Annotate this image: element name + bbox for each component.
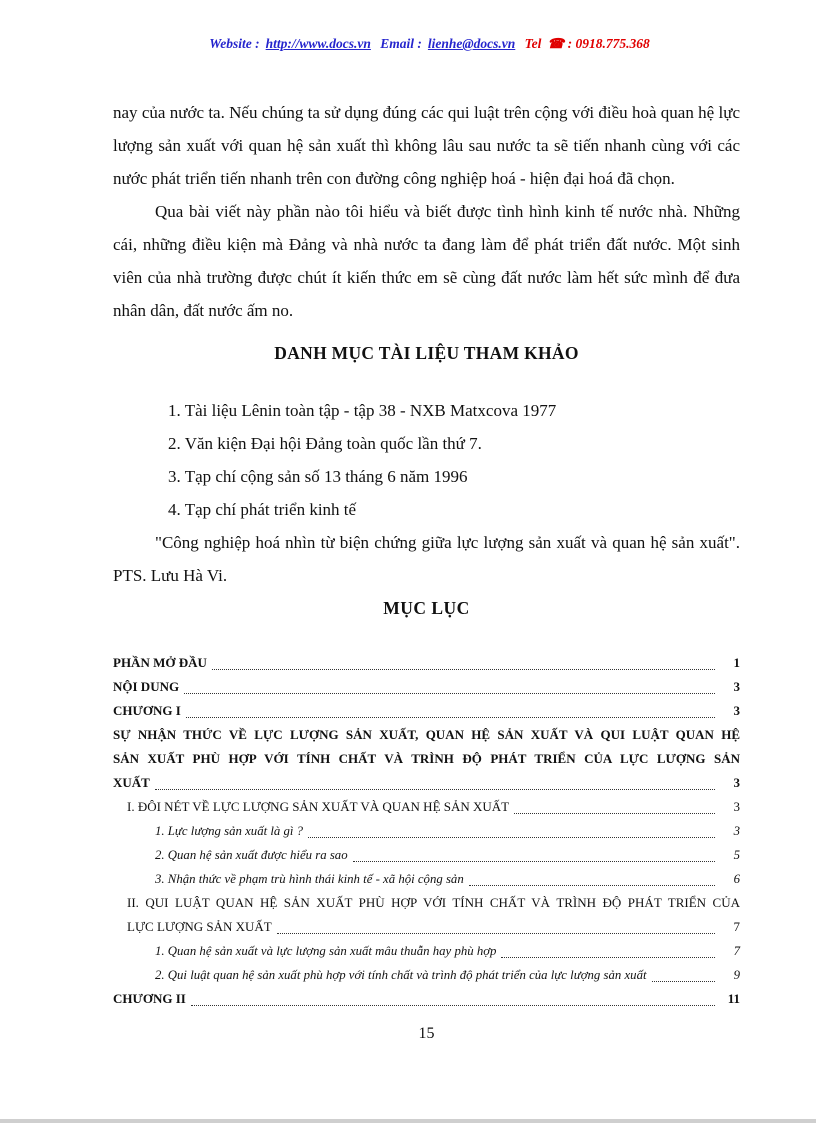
toc-dots [308, 837, 715, 838]
toc-entry [113, 867, 740, 891]
website-link[interactable]: http://www.docs.vn [265, 36, 371, 51]
tel-label: Tel [524, 36, 542, 51]
toc-label: XUẤT [113, 775, 150, 790]
toc-label: CHƯƠNG I [113, 703, 181, 718]
toc-label: PHẦN MỞ ĐẦU [113, 655, 207, 670]
reference-item: 4. Tạp chí phát triển kinh tế [168, 500, 357, 519]
toc-label-line: SỰ NHẬN THỨC VỀ LỰC LƯỢNG SẢN XUẤT, QUAN HỆ SẢN XUẤT VÀ QUI LUẬT QUAN HỆ [113, 727, 740, 742]
reference-item: 2. Văn kiện Đại hội Đảng toàn quốc lần thứ 7. [168, 434, 482, 453]
toc-label: 2. Qui luật quan hệ sản xuất phù hợp với tính chất và trình độ phát triển của lực lượng sản xuất [155, 968, 647, 982]
toc-page-number: 3 [733, 775, 740, 790]
toc-label: 1. Lực lượng sản xuất là gì ? [155, 824, 304, 838]
toc-page-number: 3 [733, 679, 740, 694]
toc-dots [514, 813, 715, 814]
phone-icon: ☎ [547, 36, 565, 51]
body-paragraph: Qua bài viết này phần nào tôi hiểu và biết được tình hình kinh tế nước nhà. Những cái, những điều kiện mà Đảng và nhà nước ta đang làm để phát triển đất nước. Một sinh viên của nhà trường được chút ít kiến thức em sẽ cùng đất nước làm hết sức mình để đưa nhân dân, đất nước ấm no. [113, 202, 740, 320]
toc-entry [113, 891, 740, 939]
toc-dots [277, 933, 715, 934]
toc-dots [186, 717, 715, 718]
reference-item: 3. Tạp chí cộng sản số 13 tháng 6 năm 1996 [168, 467, 468, 486]
toc-label: 1. Quan hệ sản xuất và lực lượng sản xuất mâu thuẫn hay phù hợp [155, 944, 497, 958]
page-edge-line [0, 1119, 816, 1123]
references-title: DANH MỤC TÀI LIỆU THAM KHẢO [274, 343, 579, 363]
toc-page-number: 3 [733, 703, 740, 718]
toc-entry [113, 843, 740, 867]
toc-entry [113, 723, 740, 795]
toc-dots [652, 981, 715, 982]
toc-entry [113, 819, 740, 843]
website-label: Website : [209, 36, 260, 51]
toc-label: NỘI DUNG [113, 679, 180, 694]
toc-dots [501, 957, 715, 958]
toc-entry [113, 939, 740, 963]
toc-entry [113, 651, 740, 675]
document-header [113, 36, 740, 52]
toc-dots [353, 861, 715, 862]
toc-page-number: 5 [733, 848, 740, 862]
toc-page-number: 6 [733, 872, 740, 886]
toc-entry [113, 795, 740, 819]
toc-page-number: 9 [733, 968, 740, 982]
toc-dots [184, 693, 715, 694]
toc-label: 2. Quan hệ sản xuất được hiểu ra sao [155, 848, 348, 862]
page-number: 15 [418, 1025, 435, 1042]
reference-quote: "Công nghiệp hoá nhìn từ biện chứng giữa lực lượng sản xuất và quan hệ sản xuất". PTS. Lưu Hà Vi. [113, 533, 740, 585]
toc-label-line: SẢN XUẤT PHÙ HỢP VỚI TÍNH CHẤT VÀ TRÌNH ĐỘ PHÁT TRIỂN CỦA LỰC LƯỢNG SẢN [113, 751, 740, 766]
reference-item: 1. Tài liệu Lênin toàn tập - tập 38 - NXB Matxcova 1977 [168, 401, 557, 420]
toc-page-number: 7 [733, 944, 740, 958]
toc-label: I. ĐÔI NÉT VỀ LỰC LƯỢNG SẢN XUẤT VÀ QUAN HỆ SẢN XUẤT [127, 799, 510, 814]
table-of-contents [113, 651, 740, 1011]
toc-label-line: II. QUI LUẬT QUAN HỆ SẢN XUẤT PHÙ HỢP VỚI TÍNH CHẤT VÀ TRÌNH ĐỘ PHÁT TRIỂN CỦA [127, 895, 740, 910]
toc-label: 3. Nhận thức về phạm trù hình thái kinh tế - xã hội cộng sản [155, 872, 464, 886]
body-paragraph: nay của nước ta. Nếu chúng ta sử dụng đúng các qui luật trên cộng với điều hoà quan hệ lực lượng sản xuất với quan hệ sản xuất thì không lâu sau nước ta sẽ tiến nhanh cùng với các nước phát triển tiến nhanh trên con đường công nghiệp hoá - hiện đại hoá đã chọn. [113, 103, 740, 188]
toc-entry [113, 987, 740, 1011]
toc-page-number: 3 [733, 799, 740, 814]
toc-entry [113, 675, 740, 699]
toc-page-number: 7 [733, 919, 740, 934]
toc-page-number: 1 [733, 655, 740, 670]
toc-dots [469, 885, 715, 886]
toc-page-number: 11 [727, 991, 740, 1006]
toc-title: MỤC LỤC [383, 598, 470, 618]
toc-page-number: 3 [733, 824, 740, 838]
tel-number: 0918.775.368 [575, 36, 650, 51]
toc-dots [191, 1005, 715, 1006]
toc-entry [113, 699, 740, 723]
email-link[interactable]: lienhe@docs.vn [427, 36, 516, 51]
email-label: Email : [380, 36, 422, 51]
toc-label: LỰC LƯỢNG SẢN XUẤT [127, 919, 272, 934]
toc-dots [212, 669, 715, 670]
toc-dots [155, 789, 715, 790]
toc-label: CHƯƠNG II [113, 991, 186, 1006]
tel-separator: : [567, 36, 573, 51]
toc-entry [113, 963, 740, 987]
